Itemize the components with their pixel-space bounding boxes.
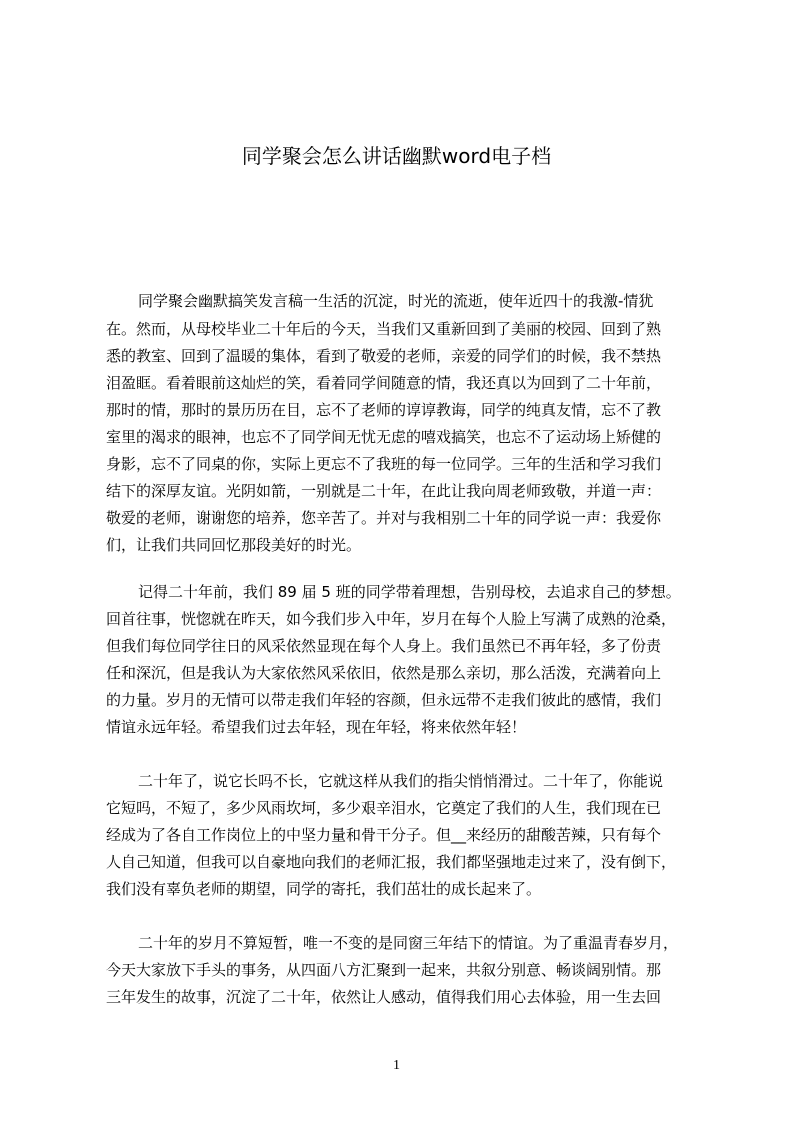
- paragraph-line: 泪盈眶。看着眼前这灿烂的笑，看着同学间随意的情，我还真以为回到了二十年前，: [106, 374, 662, 392]
- paragraph-line: 任和深沉，但是我认为大家依然风采依旧，依然是那么亲切，那么活泼，充满着向上: [106, 664, 662, 682]
- paragraph-line: 的力量。岁月的无情可以带走我们年轻的容颜，但永远带不走我们彼此的感情，我们: [106, 691, 662, 709]
- paragraph-line: 三年发生的故事，沉淀了二十年，依然让人感动，值得我们用心去体验，用一生去回: [106, 988, 662, 1006]
- paragraph-line: 二十年的岁月不算短暂，唯一不变的是同窗三年结下的情谊。为了重温青春岁月，: [138, 934, 679, 952]
- page-number: 1: [393, 1058, 400, 1073]
- paragraph-line: 经成为了各自工作岗位上的中坚力量和骨干分子。但__来经历的甜酸苦辣，只有每个: [106, 826, 662, 844]
- paragraph-line: 但我们每位同学往日的风采依然显现在每个人身上。我们虽然已不再年轻，多了份责: [106, 637, 662, 655]
- document-title: 同学聚会怎么讲话幽默word电子档: [241, 144, 552, 168]
- paragraph-line: 那时的情，那时的景历历在目，忘不了老师的谆谆教诲，同学的纯真友情，忘不了教: [106, 401, 662, 419]
- paragraph-line: 结下的深厚友谊。光阴如箭，一别就是二十年，在此让我向周老师致敬，并道一声：: [106, 482, 662, 500]
- paragraph-line: 们，让我们共同回忆那段美好的时光。: [106, 536, 362, 554]
- paragraph-line: 今天大家放下手头的事务，从四面八方汇聚到一起来，共叙分别意、畅谈阔别情。那: [106, 961, 662, 979]
- paragraph-line: 回首往事，恍惚就在昨天，如今我们步入中年，岁月在每个人脸上写满了成熟的沧桑，: [106, 610, 677, 628]
- paragraph-line: 在。然而，从母校毕业二十年后的今天，当我们又重新回到了美丽的校园、回到了熟: [106, 320, 662, 338]
- paragraph-line: 身影，忘不了同桌的你，实际上更忘不了我班的每一位同学。三年的生活和学习我们: [106, 455, 662, 473]
- paragraph-line: 人自己知道，但我可以自豪地向我们的老师汇报，我们都坚强地走过来了，没有倒下，: [106, 853, 677, 871]
- paragraph-line: 悉的教室、回到了温暖的集体，看到了敬爱的老师，亲爱的同学们的时候，我不禁热: [106, 347, 662, 365]
- paragraph-line: 室里的渴求的眼神，也忘不了同学间无忧无虑的嘻戏搞笑，也忘不了运动场上矫健的: [106, 428, 662, 446]
- paragraph-line: 我们没有辜负老师的期望，同学的寄托，我们茁壮的成长起来了。: [106, 880, 542, 898]
- paragraph-line: 情谊永远年轻。希望我们过去年轻，现在年轻，将来依然年轻！: [106, 718, 527, 736]
- paragraph-line: 同学聚会幽默搞笑发言稿一生活的沉淀，时光的流逝，使年近四十的我激-情犹: [138, 292, 654, 310]
- paragraph-line: 记得二十年前，我们 89 届 5 班的同学带着理想，告别母校，去追求自己的梦想。: [138, 583, 681, 601]
- paragraph-line: 它短吗，不短了，多少风雨坎坷，多少艰辛泪水，它奠定了我们的人生，我们现在已: [106, 799, 662, 817]
- paragraph-line: 二十年了，说它长吗不长，它就这样从我们的指尖悄悄滑过。二十年了，你能说: [138, 772, 664, 790]
- paragraph-line: 敬爱的老师，谢谢您的培养，您辛苦了。并对与我相别二十年的同学说一声：我爱你: [106, 509, 662, 527]
